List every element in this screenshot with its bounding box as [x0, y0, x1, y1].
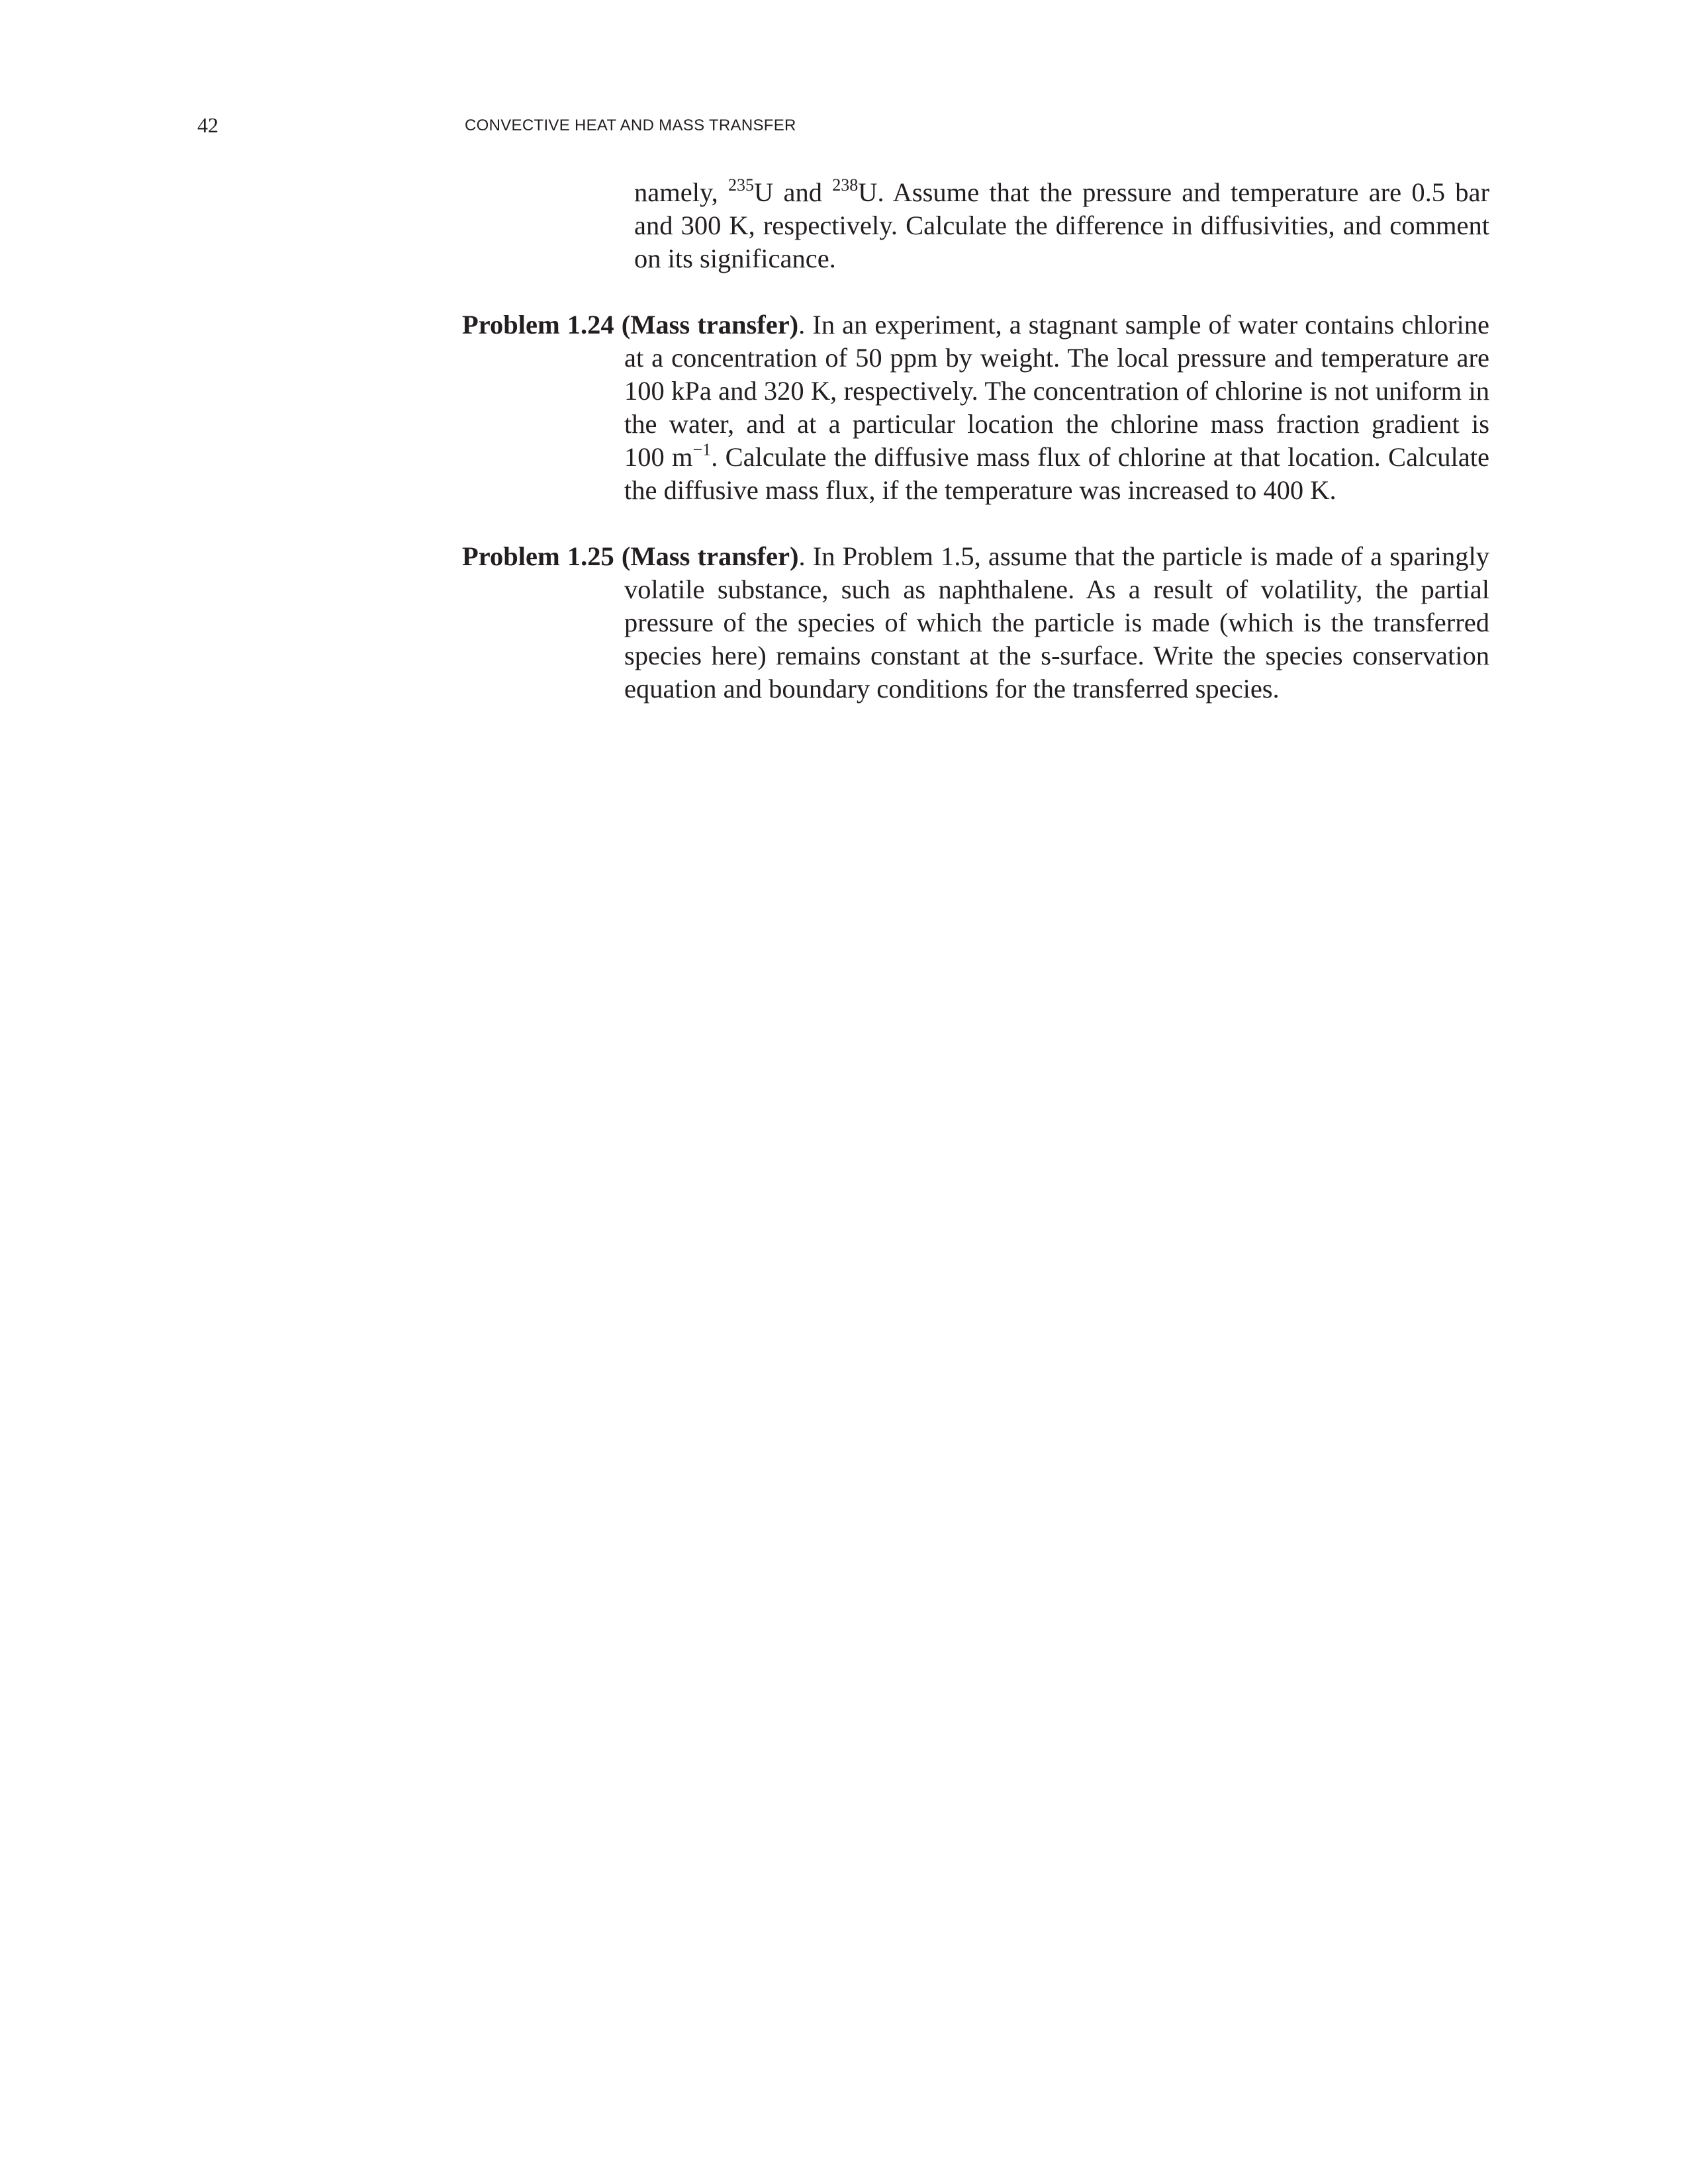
exponent-superscript: −1 — [692, 439, 712, 459]
text-line: the diffusive mass flux, if the temperature was increased to 400 K. — [624, 475, 1336, 505]
text-line — [624, 441, 1489, 474]
text-line: and 300 K, respectively. Calculate the difference in diffusivities, and comment — [634, 210, 1489, 240]
text-line: the water, and at a particular location the chlorine mass fraction gradient is — [624, 409, 1489, 439]
problem-topic: (Mass transfer) — [621, 541, 799, 571]
problem-label: Problem 1.24 — [462, 310, 614, 340]
isotope-superscript: 235 — [727, 175, 754, 195]
text-line: species here) remains constant at the s-surface. Write the species conservation — [624, 641, 1489, 670]
text-line: equation and boundary conditions for the transferred species. — [624, 674, 1280, 704]
problem-label: Problem 1.25 — [462, 541, 614, 571]
text-line — [634, 176, 1489, 209]
page-number: 42 — [197, 113, 218, 137]
text-line: pressure of the species of which the particle is made (which is the transferred — [624, 608, 1489, 637]
text-line: at a concentration of 50 ppm by weight. The local pressure and temperature are — [624, 343, 1489, 373]
problem-heading-line — [462, 308, 1489, 341]
problem-heading-line — [462, 540, 1489, 573]
text-span: U. Assume that the pressure and temperature are 0.5 bar — [858, 177, 1489, 207]
text-span: namely, — [634, 177, 728, 207]
text-span: U and — [753, 177, 833, 207]
text-line: 100 kPa and 320 K, respectively. The concentration of chlorine is not uniform in — [624, 376, 1489, 406]
text-span: . In an experiment, a stagnant sample of water contains chlorine — [798, 310, 1489, 340]
text-span: . In Problem 1.5, assume that the particle is made of a sparingly — [798, 541, 1489, 571]
text-span: 100 m — [624, 442, 693, 472]
text-span: . Calculate the diffusive mass flux of chlorine at that location. Calculate — [711, 442, 1489, 472]
text-line: volatile substance, such as naphthalene. As a result of volatility, the partial — [624, 574, 1489, 604]
isotope-superscript: 238 — [832, 175, 859, 195]
problem-topic: (Mass transfer) — [621, 310, 799, 340]
running-header: CONVECTIVE HEAT AND MASS TRANSFER — [465, 116, 796, 134]
text-line: on its significance. — [634, 244, 836, 273]
